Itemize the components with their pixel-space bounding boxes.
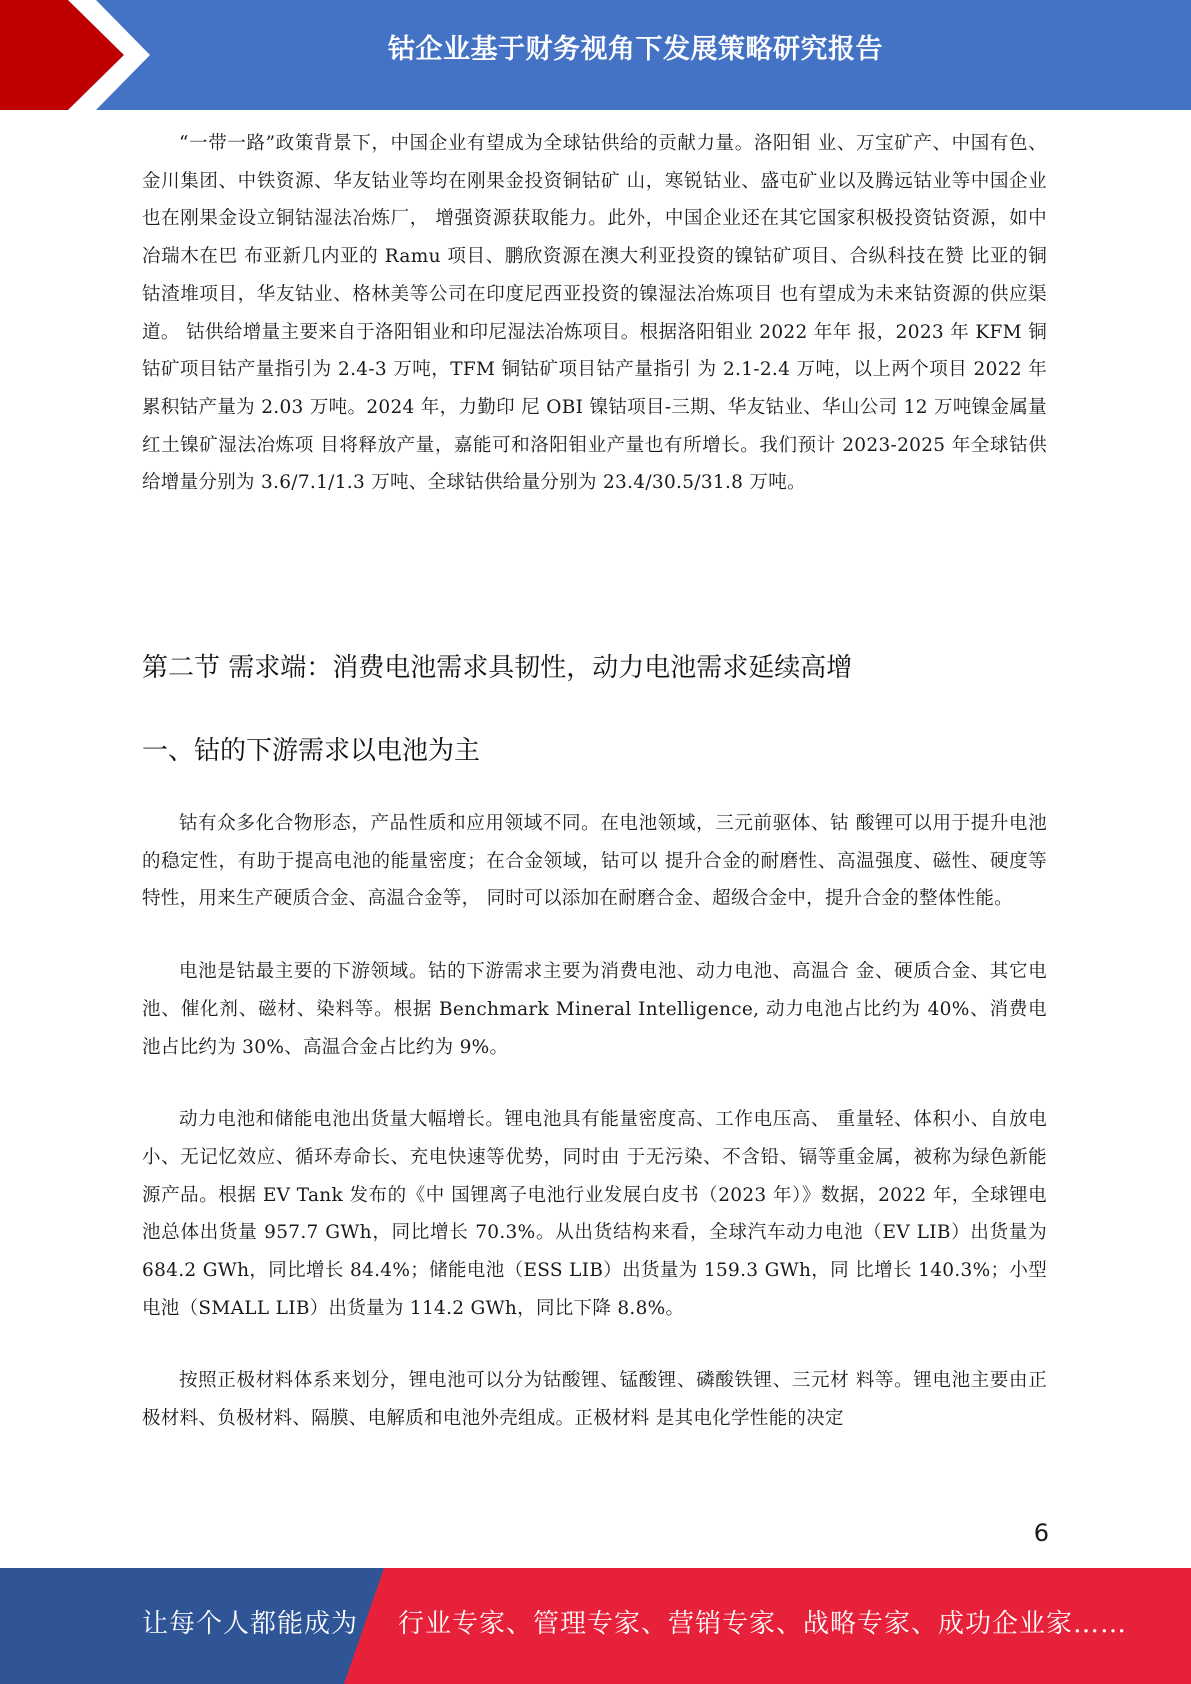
- footer-slogan-right: 行业专家、管理专家、营销专家、战略专家、成功企业家……: [398, 1609, 1128, 1639]
- footer-slogan-left: 让每个人都能成为: [142, 1609, 359, 1639]
- paragraph-battery-shipments: 动力电池和储能电池出货量大幅增长。锂电池具有能量密度高、工作电压高、 重量轻、体积小、自放电小、无记忆效应、循环寿命长、充电快速等优势，同时由 于无污染、不含铅、镉等重金属，被称为绿色新能源产品。根据 EV Tank 发布的《中 国锂离子电池行业发展白皮书（2023 年）》数据，2022 年，全球锂电池总体出货量 957.7 GWh，同比增长 70.3%。从出货结构来看，全球汽车动力电池（EV LIB）出货量为 684.2 GWh，同比增长 84.4%；储能电池（ESS LIB）出货量为 159.3 GWh，同 比增长 140.3%；小型电池（SMALL LIB）出货量为 114.2 GWh，同比下降 8.8%。: [142, 1109, 1047, 1319]
- intro-text-block: [142, 125, 1047, 502]
- paragraph-cathode-materials: 按照正极材料体系来划分，锂电池可以分为钴酸锂、锰酸锂、磷酸铁锂、三元材 料等。锂电池主要由正极材料、负极材料、隔膜、电解质和电池外壳组成。正极材料 是其电化学性能的决定: [142, 1370, 1047, 1430]
- intro-paragraph: “一带一路”政策背景下，中国企业有望成为全球钴供给的贡献力量。洛阳钼 业、万宝矿产、中国有色、金川集团、中铁资源、华友钴业等均在刚果金投资铜钴矿 山，寒锐钴业、盛屯矿业以及腾远钴业等中国企业也在刚果金设立铜钴湿法冶炼厂， 增强资源获取能力。此外，中国企业还在其它国家积极投资钴资源，如中冶瑞木在巴 布亚新几内亚的 Ramu 项目、鹏欣资源在澳大利亚投资的镍钴矿项目、合纵科技在赞 比亚的铜钴渣堆项目，华友钴业、格林美等公司在印度尼西亚投资的镍湿法冶炼项目 也有望成为未来钴资源的供应渠道。 钴供给增量主要来自于洛阳钼业和印尼湿法冶炼项目。根据洛阳钼业 2022 年年 报，2023 年 KFM 铜钴矿项目钴产量指引为 2.4-3 万吨，TFM 铜钴矿项目钴产量指引 为 2.1-2.4 万吨，以上两个项目 2022 年累积钴产量为 2.03 万吨。2024 年，力勤印 尼 OBI 镍钴项目-三期、华友钴业、华山公司 12 万吨镍金属量红土镍矿湿法冶炼项 目将释放产量，嘉能可和洛阳钼业产量也有所增长。我们预计 2023-2025 年全球钴供给增量分别为 3.6/7.1/1.3 万吨、全球钴供给量分别为 23.4/30.5/31.8 万吨。: [142, 133, 1047, 494]
- paragraph-battery-downstream: 电池是钴最主要的下游领域。钴的下游需求主要为消费电池、动力电池、高温合 金、硬质合金、其它电池、催化剂、磁材、染料等。根据 Benchmark Mineral Intelligence, 动力电池占比约为 40%、消费电池占比约为 30%、高温合金占比约为 9%。: [142, 961, 1047, 1058]
- page-header: [0, 0, 1191, 110]
- paragraph-cobalt-compounds: 钴有众多化合物形态，产品性质和应用领域不同。在电池领域，三元前驱体、钴 酸锂可以用于提升电池的稳定性，有助于提高电池的能量密度；在合金领域，钴可以 提升合金的耐磨性、高温强度、磁性、硬度等特性，用来生产硬质合金、高温合金等， 同时可以添加在耐磨合金、超级合金中，提升合金的整体性能。: [142, 813, 1047, 910]
- report-title: 钴企业基于财务视角下发展策略研究报告: [388, 34, 883, 65]
- page-number: 6: [1033, 1519, 1049, 1547]
- section-heading: 第二节 需求端：消费电池需求具韧性，动力电池需求延续高增: [142, 653, 853, 683]
- main-text-block: [142, 805, 1047, 1438]
- subsection-heading: 一、钴的下游需求以电池为主: [142, 736, 481, 766]
- page-footer: [0, 1568, 1191, 1684]
